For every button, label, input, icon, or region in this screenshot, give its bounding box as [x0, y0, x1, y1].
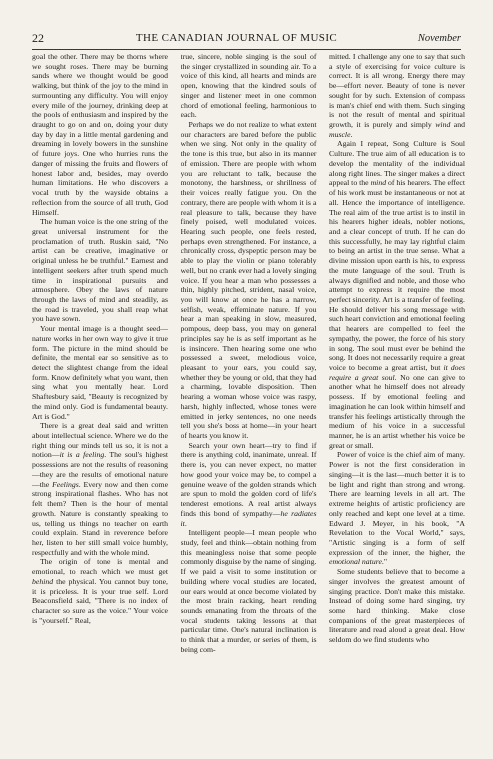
paragraph: [181, 52, 317, 120]
emphasis: behind: [32, 576, 54, 586]
text-run: and: [450, 120, 465, 130]
emphasis: wind: [435, 120, 451, 130]
text-column-right: [329, 52, 465, 752]
paragraph: [181, 441, 317, 528]
text-run: . No one can give to another what he himself does not already possess. If by emotional feeling and imagination he can look within himself and transfer his feelings artistically through the medium of his voice in a successful manner, he is an artist whether his voice be great or small.: [329, 372, 465, 450]
paragraph: [32, 52, 168, 217]
text-column-left: [32, 52, 168, 752]
text-run: Some students believe that to become a singer involves the greatest amount of singing practice. Don't make this mistake. Instead of doing some hard singing, try some hard thinking. Make close companions of the great masterpieces of literature and read aloud a great deal. How seldom do we find students who: [329, 567, 465, 645]
text-run: goal the other. There may be thorns where we sought roses. There may be burning sands where we thought would be good walking, but think of the joy to the mind in surmounting any difficulty. You will enjoy every mile of the journey, drinking deep at the pools of enthusiasm and inspired by the draught to go on and on, doing your duty day by day in a little mental gardening and dreaming in lovely bowers in the sunshine of future joys. One who hurries runs the danger of missing the fruits and flowers of honest labor and, besides, may overdo human limitations. He who discovers a vocal truth by the wayside obtains a reflection from the source of all truth, God Himself.: [32, 52, 168, 217]
article-body: [32, 52, 465, 752]
text-run: Search your own heart—try to find if there is anything cold, inanimate, unreal. If there is, you can never expect, no matter how good your voice may be, to compel a genuine weave of the golden strands which are spun to mold the golden cord of life's tenderest emotions. A real artist always finds this bond of sympathy—: [180, 440, 317, 518]
text-run: . The soul's highest possessions are not the results of reasoning—they are the results of emotional nature—the: [32, 450, 168, 489]
emphasis: Feelings: [52, 479, 79, 489]
journal-title: THE CANADIAN JOURNAL OF MUSIC: [135, 32, 338, 44]
paragraph: [329, 139, 465, 450]
text-run: .: [350, 129, 353, 139]
page-number: 22: [32, 30, 44, 45]
running-header: [32, 27, 461, 50]
text-run: Again I repeat, Song Culture is Soul Culture. The true aim of all education is to develop the mentality of the individual along right lines. The singer makes a direct appeal to the: [329, 139, 465, 188]
text-run: . Every now and then come strong inspirational flashes. Who has not felt them? Then is the hour of mental growth. Nature is constantly speaking to us, telling us things no teacher on earth could explain. Stand in reverence before her, listen to her still small voice humbly, respectfully and with the whole mind.: [32, 479, 168, 557]
emphasis: emotional nature: [329, 557, 382, 567]
paragraph: [181, 120, 317, 441]
issue-month: November: [417, 32, 461, 44]
emphasis: mind: [370, 178, 387, 188]
text-column-middle: [181, 52, 317, 752]
text-run: Intelligent people—I mean people who study, feel and think—obtain nothing from this meaningless noise that some people commonly disguise by the name of singing. If we paid a visit to some institution or building where vocal studies are located, our ears would at once become violated by the most brain racking, heart rending sounds emanating from the throats of the vocal students taking lessons at that particular time. One's natural inclination is to think that a murder, or series of them, is being com-: [180, 528, 317, 654]
text-run: the physical. You cannot buy tone, it is priceless. It is your true self. Lord Beaconsfield said, "There is no index of character so sure as the voice." Your voice is "yourself." Real,: [32, 576, 168, 625]
paragraph: [329, 450, 465, 567]
text-run: of his hearers. The effect of his work must be instantaneous or not at all. Hence the importance of intelligence. The real aim of the true artist is to instil in his hearers higher ideals, nobler notions, and a clear concept of truth. If he can do this successfully, he may lay rightful claim to being an artist in the true sense. What a divine mission upon earth is his, to express the mute language of the soul. Truth is always dignified and noble, and those who attempt to express it require the most perfect sincerity. Art is a transfer of feeling. He should deliver his song message with such heart conviction and emotional feeling that hearers are compelled to feel the sympathy, the power, the force of his story in song. The soul must ever be behind the song. It does not necessarily require a great voice to become a great artist, but: [329, 178, 465, 372]
emphasis: muscle: [329, 129, 351, 139]
text-run: Power of voice is the chief aim of many. Power is not the first consideration in singing—it is the last—much better it is to be light and right than strong and wrong. There are learning levels in all art. The extreme heights of artistic proficiency are only reached and kept one level at a time. Edward J. Meyer, in his book, "A Revelation to the Vocal World," says, "Artistic singing is a form of self expression of the inner, the higher, the: [329, 450, 465, 557]
text-run: true, sincere, noble singing is the soul of the singer crystallized in sounding air. To a voice of this kind, all hearts and minds are open, knowing that the kindred souls of singer and listener meet in one common chord of emotional feeling, harmonious to each.: [180, 52, 317, 120]
paragraph: [329, 52, 465, 139]
paragraph: [181, 528, 317, 654]
text-run: The human voice is the one string of the great universal instrument for the proclamation of truth. Ruskin said, "No artist can be creative, imaginative or original unless he be truthful." Earnest and intelligent seekers after truth spend much time in inspirational pursuits and atmosphere. Obey the laws of nature through the laws of mind and steadily, as the road is traveled, you shall reap what you have sown.: [32, 217, 168, 324]
emphasis: it does require a great soul: [329, 363, 465, 382]
emphasis: it is a feeling: [59, 450, 105, 460]
text-run: .: [184, 518, 187, 528]
text-run: The origin of tone is mental and emotional, to reach which we must get: [32, 557, 168, 577]
text-run: mitted. I challenge any one to say that such a style of exercising for voice culture is correct. It is all wrong. Energy there may be—effort never. Beauty of tone is never sought for by such. Extension of compass is man's chief end with them. Such singing is not the result of mental and spiritual growth, it is purely and simply: [329, 52, 465, 130]
text-run: There is a great deal said and written about intellectual science. Where we do the right thing our minds tell us so, it is not a notion—: [32, 421, 168, 460]
emphasis: he radiates it: [180, 508, 317, 528]
paragraph: [32, 557, 168, 625]
paragraph: [32, 217, 168, 324]
text-run: .": [381, 557, 387, 567]
text-run: Your mental image is a thought seed—nature works in her own way to give it true form. The picture in the mind should be definite, the mental ear so sensitive as to detect the slightest change from the ideal form. Know definitely what you want, then sing what you mentally hear. Lord Shaftesbury said, "Beauty is recognized by the mind only. God is fundamental beauty. Art is God.": [32, 324, 168, 421]
paragraph: [32, 421, 168, 557]
text-run: Perhaps we do not realize to what extent our characters are bared before the public when we sing. Not only in the quality of the tone is this true, but also in its manner of emission. There are people with whom you are reluctant to talk, because the monotony, the harshness, or shrillness of their voices really fatigue you. On the contrary, there are people with whom it is a real pleasure to talk, because they have finely poised, well modulated voices. Hearing such people, one feels rested, perhaps even strengthened. For instance, a chronically cross, dyspeptic person may be able to play the violin or piano tolerably well, but no crank ever had a lovely singing voice. If you hear a man who possesses a thin, highly pitched, strident, nasal voice, you will know at once he has a narrow, selfish, weak, effeminate nature. If you hear a man speaking in slow, measured, pompous, deep bass, you may on general principles say he is as self important as he is insincere. Then hearing some one who possessed a sweet, melodious voice, pleasant to your ears, you could say, whether they be young or old, that they had a charming, lovable disposition. Then hearing a woman whose voice was raspy, harsh, highly inflected, whose tones were emitted in jerky sentences, no one needs tell you she's boss at home—in your heart of hearts you know it.: [180, 120, 317, 441]
paragraph: [32, 324, 168, 421]
paragraph: [329, 567, 465, 645]
